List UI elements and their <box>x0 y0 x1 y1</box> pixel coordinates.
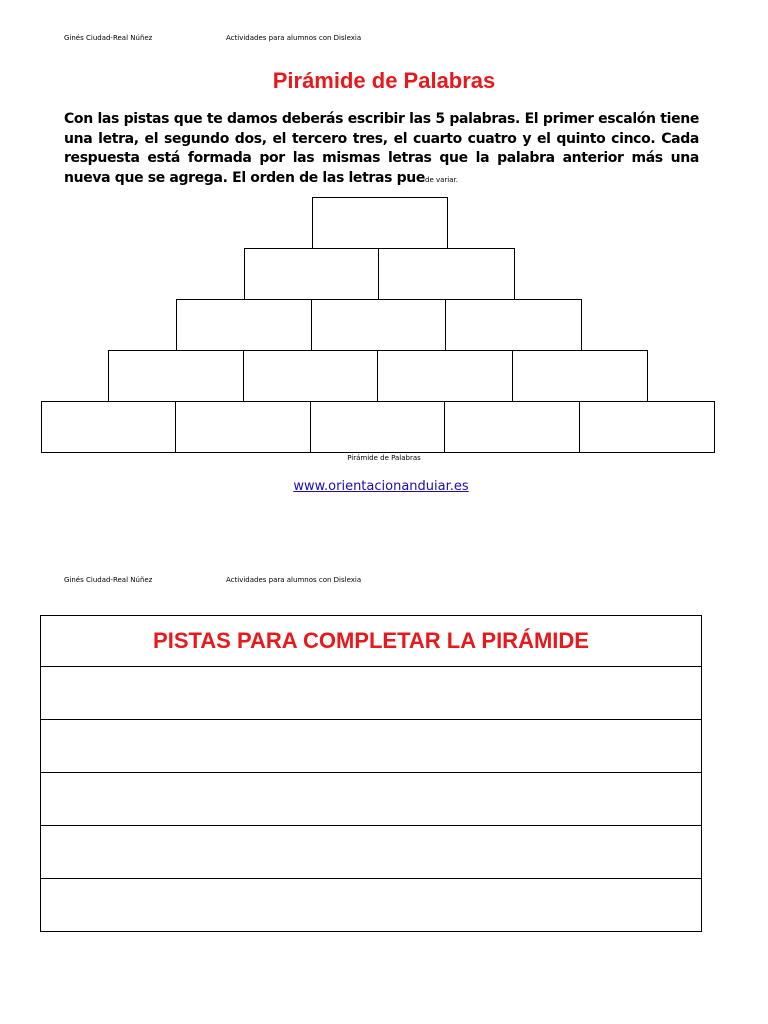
pyramid-cell[interactable] <box>176 299 313 351</box>
pyramid-cell[interactable] <box>310 401 447 453</box>
clue-cell[interactable] <box>41 667 702 720</box>
pyramid-cell[interactable] <box>312 197 449 249</box>
pyramid-caption: Pirámide de Palabras <box>347 454 421 462</box>
pyramid-cell[interactable] <box>311 299 448 351</box>
pyramid-cell[interactable] <box>41 401 178 453</box>
website-link[interactable]: www.orientacionanduiar.es <box>293 479 469 494</box>
clue-row <box>41 773 702 826</box>
clue-cell[interactable] <box>41 826 702 879</box>
pyramid-cell[interactable] <box>243 350 380 402</box>
clues-table <box>40 615 702 932</box>
clue-cell[interactable] <box>41 720 702 773</box>
instructions-tail: de variar. <box>425 175 458 184</box>
clue-cell[interactable] <box>41 773 702 826</box>
pyramid-cell[interactable] <box>244 248 381 300</box>
clue-row <box>41 879 702 932</box>
header-subject: Actividades para alumnos con Dislexia <box>226 34 362 42</box>
clues-title: PISTAS PARA COMPLETAR LA PIRÁMIDE <box>41 616 702 667</box>
clue-row <box>41 667 702 720</box>
pyramid-cell[interactable] <box>108 350 245 402</box>
pyramid-cell[interactable] <box>175 401 312 453</box>
clue-row <box>41 826 702 879</box>
header-subject: Actividades para alumnos con Dislexia <box>226 576 362 584</box>
pyramid-cell[interactable] <box>444 401 581 453</box>
header-author: Ginés Ciudad-Real Núñez <box>64 34 153 42</box>
page-title: Pirámide de Palabras <box>272 68 496 93</box>
pyramid-cell[interactable] <box>378 248 515 300</box>
instructions-paragraph <box>64 110 699 190</box>
clue-row <box>41 720 702 773</box>
pyramid-cell[interactable] <box>579 401 716 453</box>
pyramid-cell[interactable] <box>377 350 514 402</box>
clue-cell[interactable] <box>41 879 702 932</box>
pyramid-cell[interactable] <box>512 350 649 402</box>
pyramid-cell[interactable] <box>445 299 582 351</box>
header-author: Ginés Ciudad-Real Núñez <box>64 576 153 584</box>
instructions-main: Con las pistas que te damos deberás escribir las 5 palabras. El primer escalón tiene una letra, el segundo dos, el tercero tres, el cuarto cuatro y el quinto cinco. Cada respuesta está formada por las mismas letras que la palabra anterior más una nueva que se agrega. El orden de las letras pue <box>64 111 699 186</box>
